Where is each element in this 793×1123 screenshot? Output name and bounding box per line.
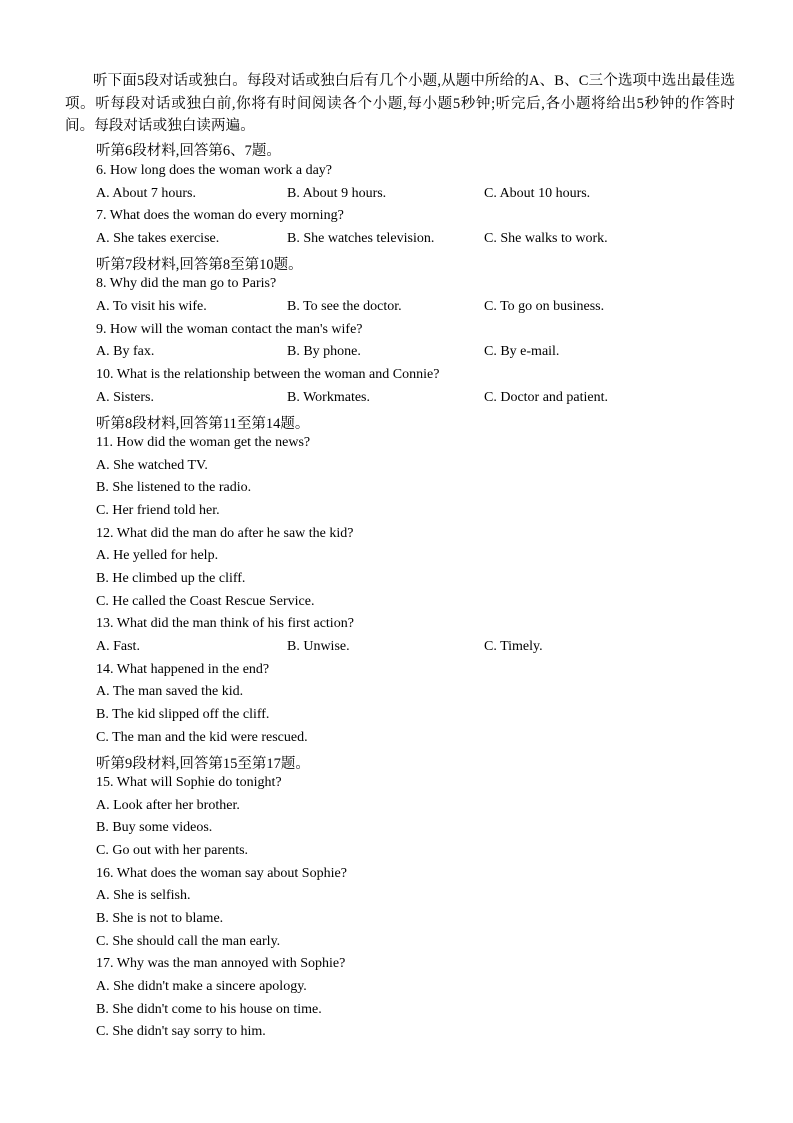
option-17b: B. She didn't come to his house on time. bbox=[96, 1002, 322, 1017]
option-16b: B. She is not to blame. bbox=[96, 911, 224, 926]
question-12: 12. What did the man do after he saw the kid? bbox=[96, 526, 354, 541]
option-16a: A. She is selfish. bbox=[96, 888, 191, 903]
section-heading-6: 听第6段材料,回答第6、7题。 bbox=[96, 143, 281, 159]
option-14b: B. The kid slipped off the cliff. bbox=[96, 707, 270, 722]
option-17c: C. She didn't say sorry to him. bbox=[96, 1024, 266, 1039]
option-15a: A. Look after her brother. bbox=[96, 798, 240, 813]
option-13a: A. Fast. bbox=[96, 639, 140, 654]
option-8c: C. To go on business. bbox=[484, 299, 605, 314]
section-heading-7: 听第7段材料,回答第8至第10题。 bbox=[96, 257, 303, 273]
question-16: 16. What does the woman say about Sophie? bbox=[96, 866, 347, 881]
option-15c: C. Go out with her parents. bbox=[96, 843, 249, 858]
option-12c: C. He called the Coast Rescue Service. bbox=[96, 594, 315, 609]
option-15b: B. Buy some videos. bbox=[96, 820, 213, 835]
question-10: 10. What is the relationship between the woman and Connie? bbox=[96, 367, 440, 382]
option-14a: A. The man saved the kid. bbox=[96, 684, 244, 699]
question-14: 14. What happened in the end? bbox=[96, 662, 270, 677]
option-6c: C. About 10 hours. bbox=[484, 186, 591, 201]
question-17: 17. Why was the man annoyed with Sophie? bbox=[96, 956, 346, 971]
option-7b: B. She watches television. bbox=[287, 231, 435, 246]
option-7a: A. She takes exercise. bbox=[96, 231, 220, 246]
option-9a: A. By fax. bbox=[96, 344, 155, 359]
section-heading-9: 听第9段材料,回答第15至第17题。 bbox=[96, 756, 310, 772]
option-17a: A. She didn't make a sincere apology. bbox=[96, 979, 307, 994]
instructions-paragraph: 听下面5段对话或独白。每段对话或独白后有几个小题,从题中所给的A、B、C三个选项中选出最佳选项。听每段对话或独白前,你将有时间阅读各个小题,每小题5秒钟;听完后,各小题将给出5秒钟的作答时间。每段对话或独白读两遍。 bbox=[65, 73, 735, 134]
option-10b: B. Workmates. bbox=[287, 390, 370, 405]
question-9: 9. How will the woman contact the man's wife? bbox=[96, 322, 363, 337]
option-9c: C. By e-mail. bbox=[484, 344, 560, 359]
option-12a: A. He yelled for help. bbox=[96, 548, 219, 563]
option-10a: A. Sisters. bbox=[96, 390, 154, 405]
option-11c: C. Her friend told her. bbox=[96, 503, 220, 518]
option-6a: A. About 7 hours. bbox=[96, 186, 196, 201]
option-11b: B. She listened to the radio. bbox=[96, 480, 252, 495]
question-13: 13. What did the man think of his first action? bbox=[96, 616, 354, 631]
option-6b: B. About 9 hours. bbox=[287, 186, 387, 201]
option-7c: C. She walks to work. bbox=[484, 231, 608, 246]
question-15: 15. What will Sophie do tonight? bbox=[96, 775, 282, 790]
option-8a: A. To visit his wife. bbox=[96, 299, 207, 314]
section-heading-8: 听第8段材料,回答第11至第14题。 bbox=[96, 416, 310, 432]
question-7: 7. What does the woman do every morning? bbox=[96, 208, 344, 223]
option-16c: C. She should call the man early. bbox=[96, 934, 281, 949]
option-12b: B. He climbed up the cliff. bbox=[96, 571, 246, 586]
question-6: 6. How long does the woman work a day? bbox=[96, 163, 333, 178]
option-13b: B. Unwise. bbox=[287, 639, 350, 654]
question-11: 11. How did the woman get the news? bbox=[96, 435, 311, 450]
option-8b: B. To see the doctor. bbox=[287, 299, 402, 314]
option-9b: B. By phone. bbox=[287, 344, 361, 359]
option-13c: C. Timely. bbox=[484, 639, 543, 654]
option-14c: C. The man and the kid were rescued. bbox=[96, 730, 308, 745]
question-8: 8. Why did the man go to Paris? bbox=[96, 276, 277, 291]
option-10c: C. Doctor and patient. bbox=[484, 390, 609, 405]
option-11a: A. She watched TV. bbox=[96, 458, 208, 473]
